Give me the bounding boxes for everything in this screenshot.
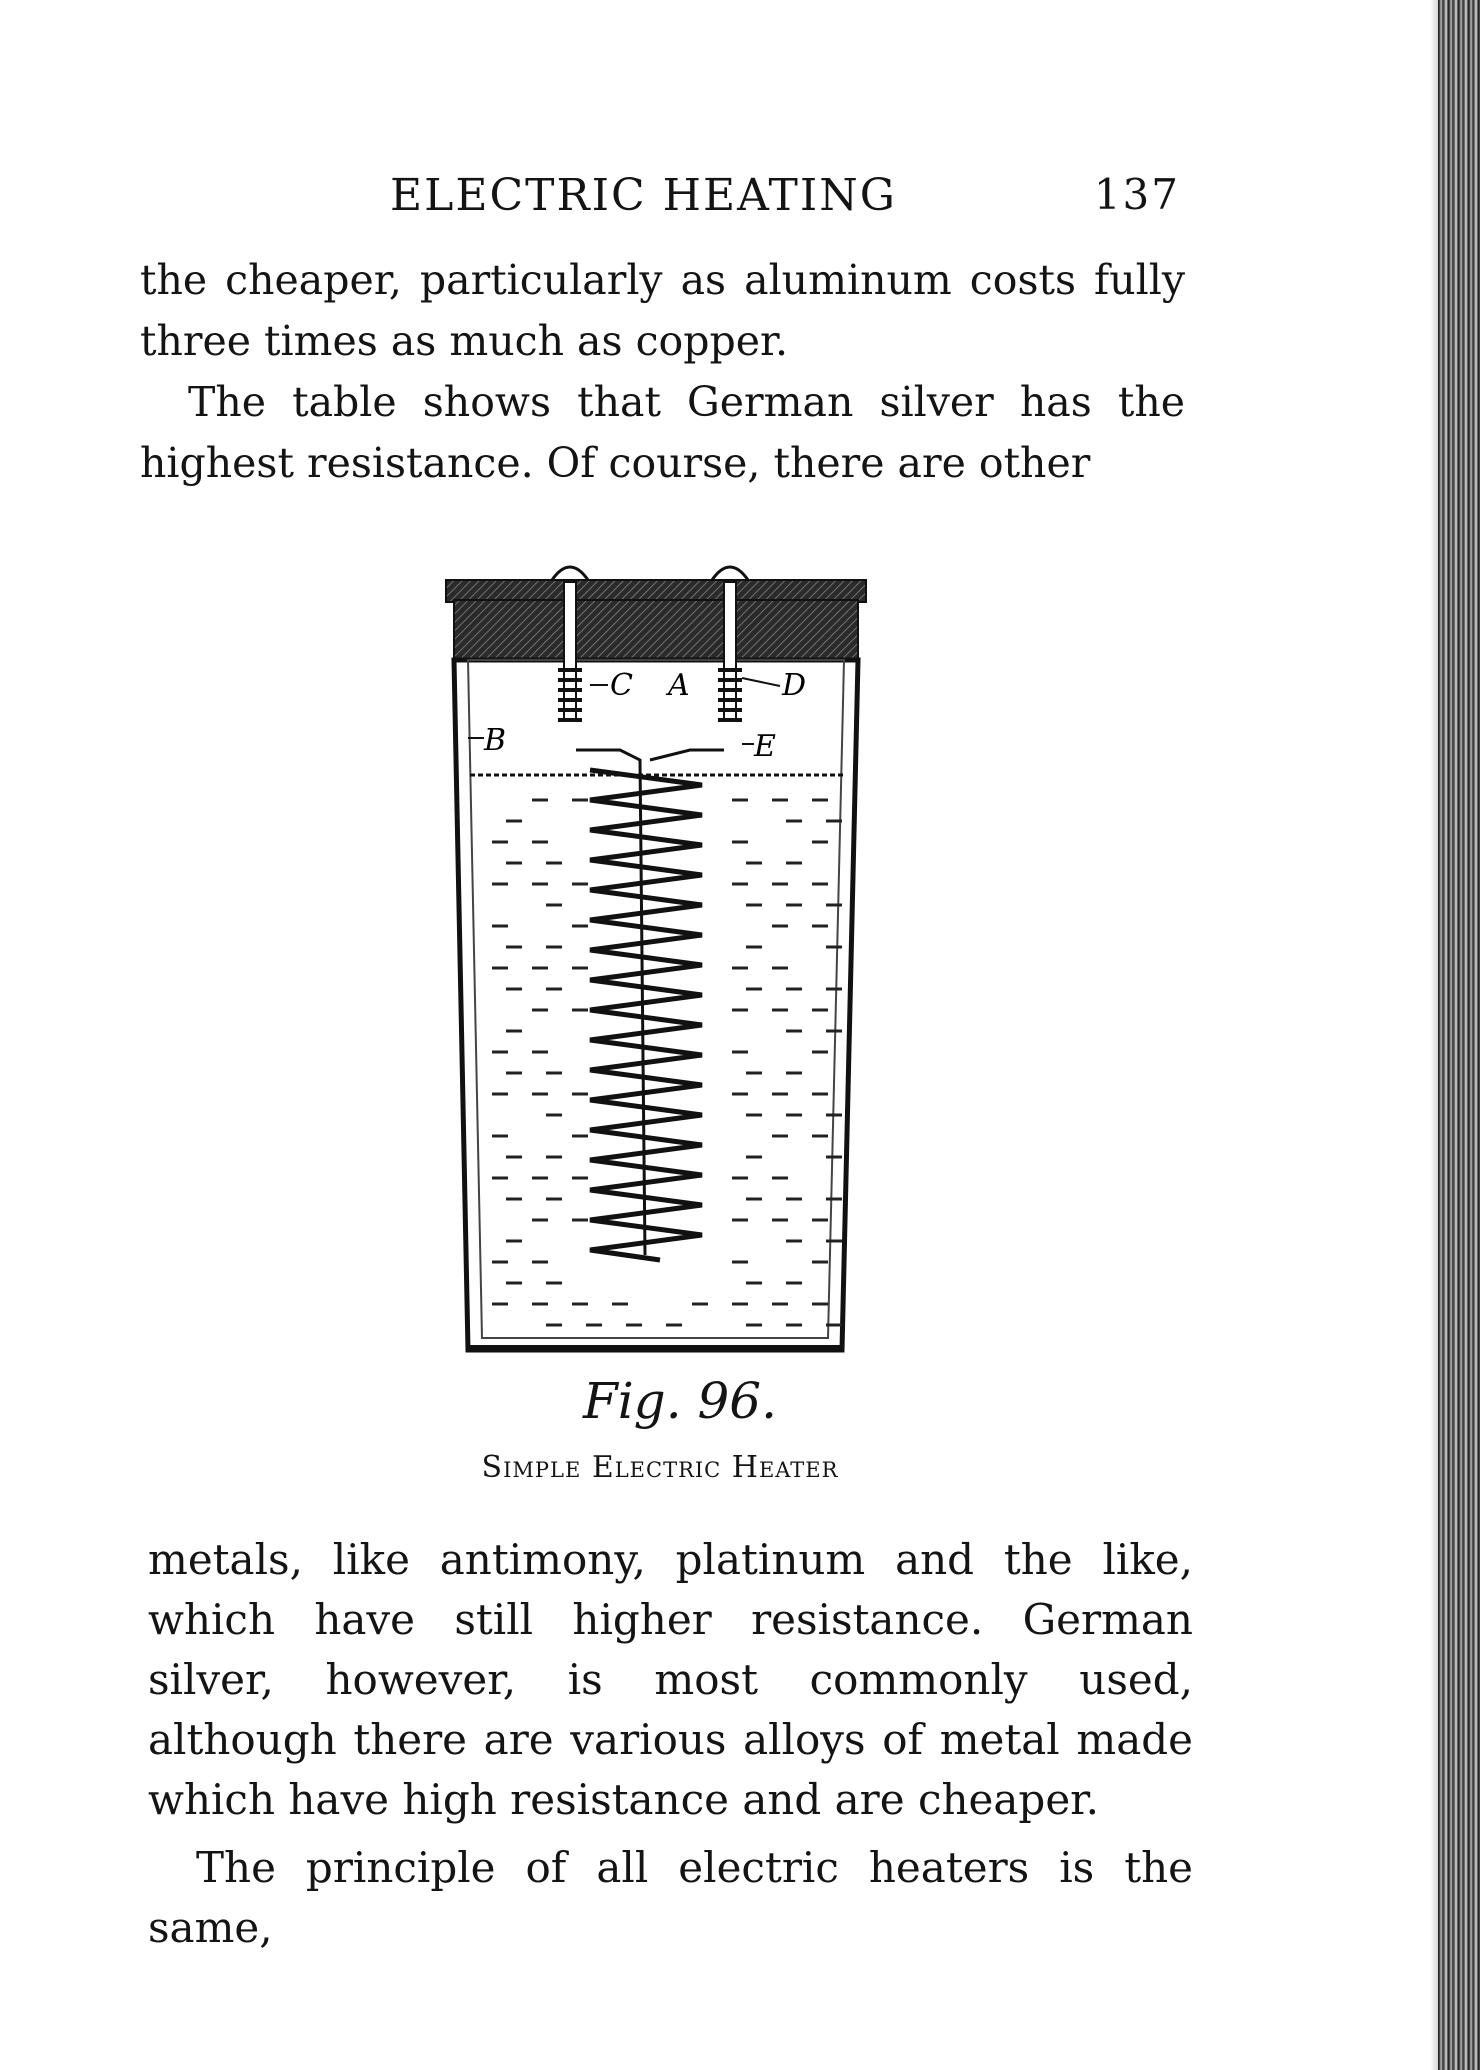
paragraph-principle: The principle of all electric heaters is the same, — [148, 1843, 1193, 1952]
figure-number: Fig. 96. — [583, 1372, 777, 1430]
electric-heater-figure — [440, 560, 880, 1360]
coil-lead-right — [650, 750, 724, 760]
leader-d — [742, 678, 780, 686]
label-a: A — [668, 668, 690, 703]
paragraph-german-silver: The table shows that German silver has the highest resistance. Of course, there are other — [140, 378, 1185, 487]
scan-shadow — [1430, 0, 1438, 2070]
running-header — [390, 170, 1180, 230]
resistance-coil — [590, 770, 702, 1260]
glass-outline — [454, 660, 858, 1350]
terminal-threads — [558, 670, 742, 720]
screw-head-left — [552, 567, 588, 580]
paragraph-continuation: the cheaper, particularly as aluminum costs fully three times as much as copper. — [140, 256, 1185, 365]
page-number: 137 — [1093, 170, 1180, 219]
screw-head-right — [712, 567, 748, 580]
lid-rim — [446, 580, 866, 602]
running-header-title: ELECTRIC HEATING — [390, 170, 897, 221]
heater-illustration — [440, 560, 880, 1360]
label-b: B — [484, 723, 507, 758]
label-c: C — [610, 668, 633, 703]
label-d: D — [782, 668, 807, 703]
paragraph-other-metals: metals, like antimony, platinum and the like, which have still higher resistance. German silver, however, is most commonly used, although there are various alloys of metal made which have high resistance and are cheaper. — [148, 1535, 1193, 1824]
label-e: E — [754, 729, 776, 764]
figure-caption: Simple Electric Heater — [481, 1450, 839, 1485]
lid-block — [454, 600, 858, 660]
book-gutter-edge — [1438, 0, 1480, 2070]
